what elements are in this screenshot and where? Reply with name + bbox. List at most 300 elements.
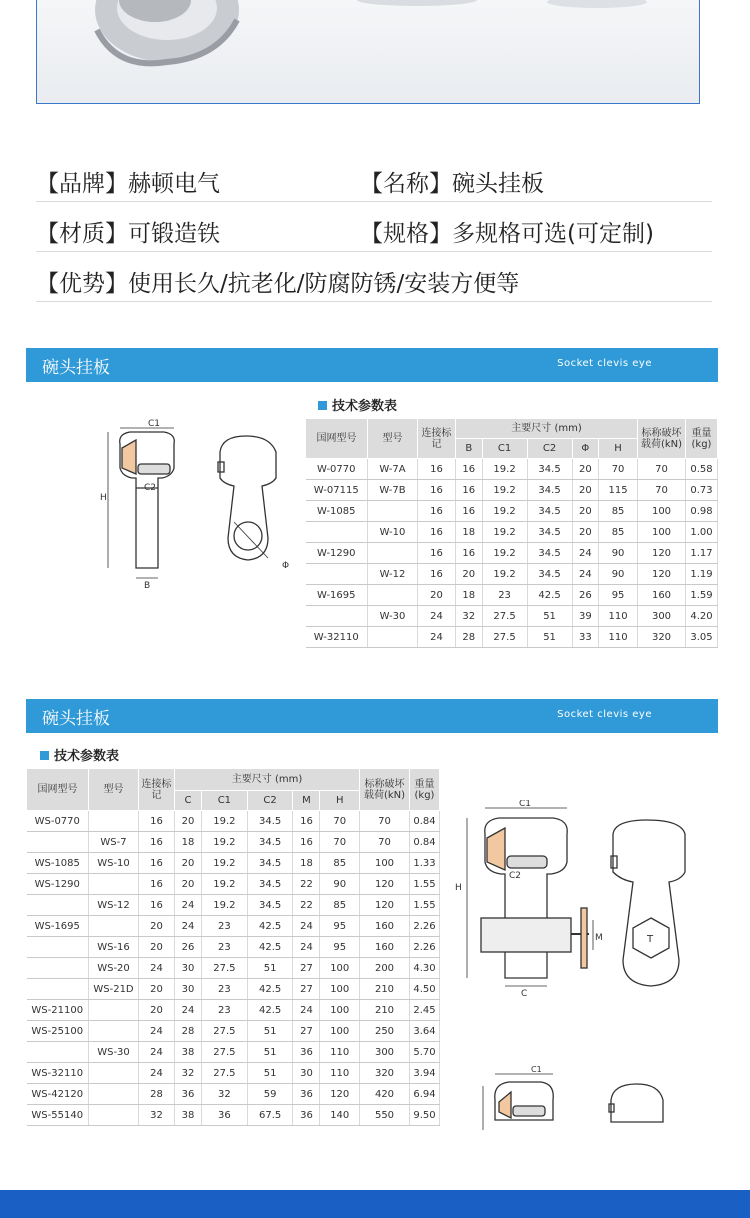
table-row <box>306 522 718 543</box>
table-cell: 34.5 <box>527 543 572 564</box>
col-header-gw: 国网型号 <box>306 419 368 459</box>
col-header-weight: 重量(kg) <box>410 769 440 811</box>
table-cell: 120 <box>360 895 410 916</box>
product-photo-graphic <box>37 0 700 104</box>
table-cell <box>89 811 139 832</box>
table-row <box>306 459 718 480</box>
table-cell: 420 <box>360 1084 410 1105</box>
table-cell: 24 <box>418 627 456 648</box>
table-cell: 16 <box>139 853 175 874</box>
table-cell: 110 <box>599 627 638 648</box>
table-cell: 19.2 <box>202 832 248 853</box>
spec-spec <box>360 215 654 248</box>
table-cell: 2.26 <box>410 937 440 958</box>
table-cell: 30 <box>293 1063 320 1084</box>
col-header-sub: M <box>293 791 320 811</box>
table-cell: 27.5 <box>202 1021 248 1042</box>
table-cell: 20 <box>139 1000 175 1021</box>
table-cell: 51 <box>527 627 572 648</box>
col-header-dims: 主要尺寸 (mm) <box>456 419 638 439</box>
col-header-dims: 主要尺寸 (mm) <box>175 769 360 791</box>
table-cell: 19.2 <box>202 874 248 895</box>
table-cell: 24 <box>418 606 456 627</box>
table-cell: 36 <box>175 1084 202 1105</box>
table-cell: 27.5 <box>482 606 527 627</box>
table-cell: 2.45 <box>410 1000 440 1021</box>
spec-row-3 <box>36 258 712 302</box>
table-cell: 95 <box>320 916 360 937</box>
col-header-sub: C2 <box>527 439 572 459</box>
table-cell: 19.2 <box>482 501 527 522</box>
table-cell: 23 <box>202 1000 248 1021</box>
table-cell: 42.5 <box>247 937 293 958</box>
table-cell: 19.2 <box>202 895 248 916</box>
col-header-sub: H <box>599 439 638 459</box>
section2-subtitle: Socket clevis eye <box>557 709 652 720</box>
table-row <box>27 811 440 832</box>
table-cell <box>27 832 89 853</box>
table-cell: 51 <box>247 1021 293 1042</box>
table-cell: 1.19 <box>686 564 718 585</box>
table-cell: 42.5 <box>247 979 293 1000</box>
spec-value: 多规格可选(可定制) <box>452 221 654 247</box>
table-cell <box>306 564 368 585</box>
table-cell: 20 <box>572 480 599 501</box>
dim-label-phi: Φ <box>282 561 290 571</box>
table-row <box>306 543 718 564</box>
spec-value: 碗头挂板 <box>452 171 544 197</box>
table-cell: 27 <box>293 1021 320 1042</box>
table-cell <box>89 1021 139 1042</box>
table-row <box>306 585 718 606</box>
table-cell: 70 <box>320 832 360 853</box>
table-cell: 51 <box>247 958 293 979</box>
table-cell: 16 <box>293 811 320 832</box>
table-cell: WS-20 <box>89 958 139 979</box>
table-cell: 100 <box>638 522 686 543</box>
table-cell: 42.5 <box>247 1000 293 1021</box>
table-cell: 16 <box>139 895 175 916</box>
table-cell: 34.5 <box>527 480 572 501</box>
section1-subtitle: Socket clevis eye <box>557 358 652 369</box>
spec-label: 【优势】 <box>36 271 128 297</box>
table-cell: 23 <box>202 916 248 937</box>
table-cell: 24 <box>175 895 202 916</box>
table-cell: 120 <box>638 543 686 564</box>
section1-table-title <box>318 395 397 414</box>
table-cell: 0.73 <box>686 480 718 501</box>
col-header-model: 型号 <box>89 769 139 811</box>
table-cell: 160 <box>360 916 410 937</box>
table-row <box>306 501 718 522</box>
table-cell <box>368 585 418 606</box>
table-cell: WS-32110 <box>27 1063 89 1084</box>
table-cell: 20 <box>418 585 456 606</box>
dim-label-c: C <box>521 989 528 999</box>
table-cell: 36 <box>293 1084 320 1105</box>
dim-label-c2: C2 <box>509 871 522 881</box>
table-row <box>27 1021 440 1042</box>
dim-label-h: H <box>100 493 107 503</box>
table-cell: 32 <box>175 1063 202 1084</box>
table-cell: W-30 <box>368 606 418 627</box>
table-cell: 4.30 <box>410 958 440 979</box>
table-cell: 36 <box>202 1105 248 1126</box>
section2-drawing <box>455 800 715 1140</box>
table-cell: 0.84 <box>410 811 440 832</box>
table-cell: 20 <box>572 459 599 480</box>
dim-label-t: T <box>647 934 654 945</box>
table-row <box>27 979 440 1000</box>
table-cell: 34.5 <box>527 459 572 480</box>
table-cell: 19.2 <box>482 459 527 480</box>
table-cell: 16 <box>418 564 456 585</box>
table-cell: 19.2 <box>202 853 248 874</box>
col-header-load: 标称破坏载荷(kN) <box>360 769 410 811</box>
table-cell: 4.50 <box>410 979 440 1000</box>
table-cell: W-1085 <box>306 501 368 522</box>
table-cell: 100 <box>320 1021 360 1042</box>
table-cell: 28 <box>175 1021 202 1042</box>
table-cell: 120 <box>360 874 410 895</box>
table-row <box>306 564 718 585</box>
table-cell: 85 <box>320 853 360 874</box>
table-cell <box>89 1063 139 1084</box>
table-cell <box>368 627 418 648</box>
footer-bar <box>0 1190 750 1218</box>
table-cell: 42.5 <box>247 916 293 937</box>
table-row <box>27 874 440 895</box>
table-cell: 24 <box>572 543 599 564</box>
table-cell: 20 <box>175 853 202 874</box>
table-cell: 24 <box>139 1021 175 1042</box>
product-photo <box>36 0 700 104</box>
section1-header <box>26 348 718 382</box>
spec-row-1 <box>36 158 712 202</box>
table-cell: 0.98 <box>686 501 718 522</box>
table-cell: 39 <box>572 606 599 627</box>
table-cell: 90 <box>599 543 638 564</box>
table-row <box>306 627 718 648</box>
col-header-sub: C <box>175 791 202 811</box>
table-cell: 26 <box>175 937 202 958</box>
table-cell: 95 <box>599 585 638 606</box>
table-cell: 20 <box>139 937 175 958</box>
table-cell: WS-10 <box>89 853 139 874</box>
col-header-mark: 连接标记 <box>139 769 175 811</box>
table-row <box>27 937 440 958</box>
table-cell: WS-12 <box>89 895 139 916</box>
table-cell: 110 <box>320 1042 360 1063</box>
table-cell: 18 <box>175 832 202 853</box>
table-cell: 36 <box>293 1042 320 1063</box>
table-cell: 20 <box>139 979 175 1000</box>
table-cell: 3.05 <box>686 627 718 648</box>
table-cell: 27 <box>293 958 320 979</box>
table-cell: 51 <box>247 1042 293 1063</box>
section2-table-title <box>40 745 119 764</box>
table-cell: 67.5 <box>247 1105 293 1126</box>
section1-title: 碗头挂板 <box>42 358 110 378</box>
table-cell: WS-25100 <box>27 1021 89 1042</box>
table-cell: 59 <box>247 1084 293 1105</box>
spec-value: 使用长久/抗老化/防腐防锈/安装方便等 <box>128 271 520 297</box>
table-row <box>27 1084 440 1105</box>
table-cell: 27.5 <box>202 958 248 979</box>
table-cell: 27 <box>293 979 320 1000</box>
table-cell: W-12 <box>368 564 418 585</box>
table-cell: 22 <box>293 874 320 895</box>
table-row <box>306 480 718 501</box>
table-cell <box>89 916 139 937</box>
table-title-text: 技术参数表 <box>54 749 120 764</box>
dim-label-m: M <box>595 933 603 943</box>
table-cell: 19.2 <box>482 543 527 564</box>
table-cell: WS-55140 <box>27 1105 89 1126</box>
table-cell <box>368 543 418 564</box>
col-header-model: 型号 <box>368 419 418 459</box>
table-cell <box>89 1105 139 1126</box>
table-cell: 2.26 <box>410 916 440 937</box>
table-cell: 24 <box>139 958 175 979</box>
table-cell: 20 <box>456 564 483 585</box>
spec-label: 【材质】 <box>36 221 128 247</box>
table-cell: W-0770 <box>306 459 368 480</box>
col-header-sub: C1 <box>482 439 527 459</box>
table-cell: 5.70 <box>410 1042 440 1063</box>
table-row <box>27 895 440 916</box>
table-cell: 16 <box>418 543 456 564</box>
table-cell: 16 <box>293 832 320 853</box>
table-title-text: 技术参数表 <box>332 399 398 414</box>
table-cell: W-1695 <box>306 585 368 606</box>
col-header-weight: 重量(kg) <box>686 419 718 459</box>
table-cell: 24 <box>293 1000 320 1021</box>
dim-label-c1-small: C1 <box>531 1065 542 1074</box>
table-cell: 160 <box>360 937 410 958</box>
table-cell: WS-1695 <box>27 916 89 937</box>
table-cell: W-10 <box>368 522 418 543</box>
table-cell: 23 <box>202 979 248 1000</box>
table-row <box>27 1105 440 1126</box>
dim-label-h: H <box>455 883 462 893</box>
col-header-load: 标称破坏载荷(kN) <box>638 419 686 459</box>
table-cell <box>89 1084 139 1105</box>
table-cell: 85 <box>320 895 360 916</box>
section1-drawing <box>100 418 300 590</box>
table-cell: 200 <box>360 958 410 979</box>
table-cell: 16 <box>456 480 483 501</box>
table-cell: 1.00 <box>686 522 718 543</box>
table-cell: 1.55 <box>410 895 440 916</box>
table-cell: 24 <box>293 916 320 937</box>
table-cell: 16 <box>456 543 483 564</box>
table-cell: 100 <box>360 853 410 874</box>
table-cell: 19.2 <box>482 480 527 501</box>
col-header-sub: C2 <box>247 791 293 811</box>
table-cell: 1.55 <box>410 874 440 895</box>
table-cell: 34.5 <box>247 832 293 853</box>
dim-label-c1: C1 <box>519 800 532 809</box>
table-cell: 51 <box>527 606 572 627</box>
table-cell: 70 <box>320 811 360 832</box>
table-cell: 120 <box>638 564 686 585</box>
table-row <box>27 832 440 853</box>
table-cell: 34.5 <box>527 522 572 543</box>
table-cell: 70 <box>638 459 686 480</box>
col-header-sub: C1 <box>202 791 248 811</box>
table-cell: 110 <box>320 1063 360 1084</box>
square-bullet-icon <box>318 401 327 410</box>
table-cell: 20 <box>572 501 599 522</box>
table-cell: 95 <box>320 937 360 958</box>
table-cell: 32 <box>456 606 483 627</box>
col-header-mark: 连接标记 <box>418 419 456 459</box>
table-cell: 16 <box>418 522 456 543</box>
table-cell: 100 <box>320 979 360 1000</box>
table-cell <box>306 606 368 627</box>
table-cell: 27.5 <box>202 1063 248 1084</box>
table-cell: 24 <box>139 1042 175 1063</box>
dim-label-c2: C2 <box>144 483 157 493</box>
table-cell: 16 <box>139 874 175 895</box>
table-cell: 115 <box>599 480 638 501</box>
table-cell: 28 <box>139 1084 175 1105</box>
table-cell: 42.5 <box>527 585 572 606</box>
table-cell: 0.84 <box>410 832 440 853</box>
table-cell: 100 <box>320 1000 360 1021</box>
section2-title: 碗头挂板 <box>42 709 110 729</box>
table-row <box>27 1000 440 1021</box>
spec-name <box>360 165 544 198</box>
table-cell: WS-21100 <box>27 1000 89 1021</box>
table-cell: 19.2 <box>202 811 248 832</box>
spec-label: 【品牌】 <box>36 171 128 197</box>
table-cell: 32 <box>139 1105 175 1126</box>
table-cell: 70 <box>599 459 638 480</box>
table-cell: 16 <box>418 501 456 522</box>
table-cell: WS-0770 <box>27 811 89 832</box>
table-cell: W-32110 <box>306 627 368 648</box>
table-cell: 30 <box>175 979 202 1000</box>
table-cell: 1.59 <box>686 585 718 606</box>
table-cell: WS-21D <box>89 979 139 1000</box>
table-cell: 19.2 <box>482 522 527 543</box>
table-cell: 23 <box>202 937 248 958</box>
table-cell: 23 <box>482 585 527 606</box>
table-cell: 22 <box>293 895 320 916</box>
table-cell: 320 <box>360 1063 410 1084</box>
table-cell: 24 <box>293 937 320 958</box>
spec-label: 【规格】 <box>360 221 452 247</box>
table-cell: 16 <box>139 811 175 832</box>
table-cell: 24 <box>139 1063 175 1084</box>
table-cell: 34.5 <box>247 853 293 874</box>
col-header-sub: Φ <box>572 439 599 459</box>
spec-material <box>36 215 220 248</box>
table-cell: WS-1290 <box>27 874 89 895</box>
table-cell: 210 <box>360 1000 410 1021</box>
table-cell: 34.5 <box>247 811 293 832</box>
col-header-sub: H <box>320 791 360 811</box>
square-bullet-icon <box>40 751 49 760</box>
table-cell: 100 <box>638 501 686 522</box>
table-cell: 70 <box>360 832 410 853</box>
table-cell: 70 <box>638 480 686 501</box>
table-cell: 9.50 <box>410 1105 440 1126</box>
table-cell: 20 <box>572 522 599 543</box>
table-cell: 140 <box>320 1105 360 1126</box>
table-row <box>27 916 440 937</box>
spec-label: 【名称】 <box>360 171 452 197</box>
table-cell: 30 <box>175 958 202 979</box>
table-cell: 34.5 <box>527 501 572 522</box>
col-header-gw: 国网型号 <box>27 769 89 811</box>
dim-label-c1: C1 <box>148 419 161 429</box>
table-cell: 3.94 <box>410 1063 440 1084</box>
spec-value: 可锻造铁 <box>128 221 220 247</box>
table-row <box>27 958 440 979</box>
section2-header <box>26 699 718 733</box>
table-cell <box>306 522 368 543</box>
table-cell: WS-7 <box>89 832 139 853</box>
table-row <box>27 853 440 874</box>
table-cell: 18 <box>456 585 483 606</box>
table-cell <box>27 1042 89 1063</box>
spec-advantage <box>36 265 519 298</box>
table-cell: 85 <box>599 501 638 522</box>
section1-spec-table <box>305 418 718 648</box>
table-cell: 90 <box>320 874 360 895</box>
table-cell: 26 <box>572 585 599 606</box>
table-cell: 16 <box>418 480 456 501</box>
table-cell: 6.94 <box>410 1084 440 1105</box>
table-cell: 110 <box>599 606 638 627</box>
table-cell: 34.5 <box>247 874 293 895</box>
table-cell: WS-30 <box>89 1042 139 1063</box>
table-row <box>27 1063 440 1084</box>
table-cell: 38 <box>175 1042 202 1063</box>
table-cell: 34.5 <box>247 895 293 916</box>
table-cell: 27.5 <box>202 1042 248 1063</box>
table-cell: 4.20 <box>686 606 718 627</box>
col-header-sub: B <box>456 439 483 459</box>
table-cell <box>368 501 418 522</box>
table-cell: W-7B <box>368 480 418 501</box>
table-cell: 300 <box>638 606 686 627</box>
table-cell: 34.5 <box>527 564 572 585</box>
table-cell: 24 <box>175 916 202 937</box>
table-cell: 16 <box>418 459 456 480</box>
table-row <box>27 1042 440 1063</box>
table-cell <box>27 895 89 916</box>
table-cell: 20 <box>175 811 202 832</box>
table-cell: 19.2 <box>482 564 527 585</box>
table-cell: WS-1085 <box>27 853 89 874</box>
table-cell: 3.64 <box>410 1021 440 1042</box>
table-cell: 18 <box>456 522 483 543</box>
section2-spec-table <box>26 768 440 1126</box>
table-cell: 33 <box>572 627 599 648</box>
table-cell: 51 <box>247 1063 293 1084</box>
table-cell: 16 <box>456 459 483 480</box>
table-cell <box>27 958 89 979</box>
table-cell: 16 <box>139 832 175 853</box>
table-cell: 100 <box>320 958 360 979</box>
table-cell <box>27 937 89 958</box>
table-cell <box>27 979 89 1000</box>
table-cell: WS-42120 <box>27 1084 89 1105</box>
